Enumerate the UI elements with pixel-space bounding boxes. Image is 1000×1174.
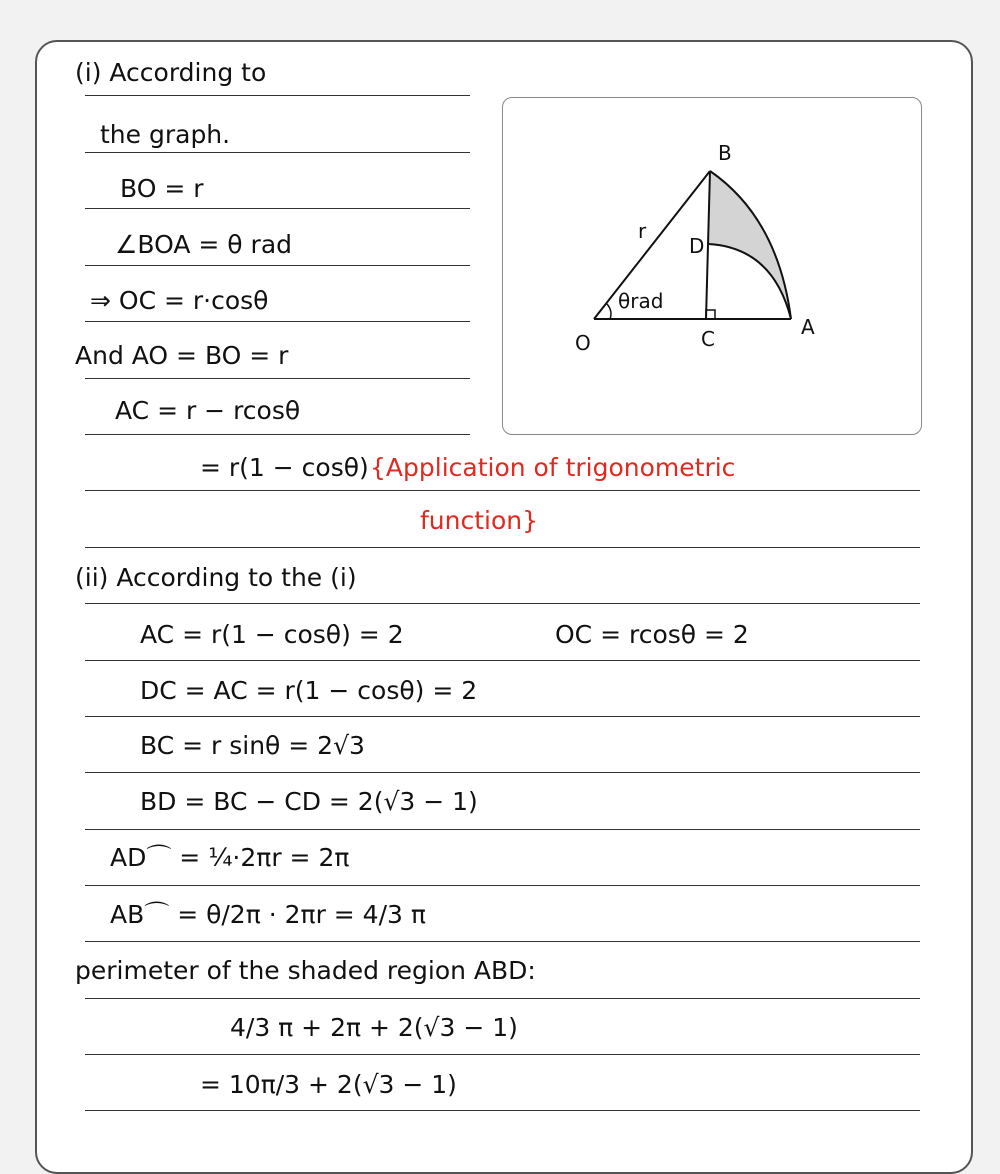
angle-arc	[607, 304, 611, 319]
part2-line: DC = AC = r(1 − cosθ) = 2	[140, 676, 478, 705]
label-b: B	[718, 141, 732, 165]
right-angle-mark	[706, 310, 715, 319]
rule-line	[85, 998, 920, 999]
rule-line	[85, 885, 920, 886]
rule-line	[85, 772, 920, 773]
part1-line: ⇒ OC = r·cosθ	[90, 286, 269, 315]
rule-line	[85, 660, 920, 661]
part1-heading: (i) According to	[75, 58, 267, 87]
part2-line: 4/3 π + 2π + 2(√3 − 1)	[230, 1013, 518, 1042]
rule-line	[85, 95, 470, 96]
label-o: O	[575, 331, 591, 355]
label-r: r	[638, 219, 647, 243]
label-angle: θrad	[618, 289, 664, 313]
rule-line	[85, 603, 920, 604]
part1-line: AC = r − rcosθ	[115, 396, 301, 425]
rule-line	[85, 378, 470, 379]
annotation-note: {Application of trigonometric	[370, 453, 736, 482]
rule-line	[85, 716, 920, 717]
label-a: A	[801, 315, 815, 339]
rule-line	[85, 265, 470, 266]
part2-line: OC = rcosθ = 2	[555, 620, 749, 649]
part1-line: BO = r	[120, 174, 204, 203]
rule-line	[85, 547, 920, 548]
rule-line	[85, 829, 920, 830]
part2-line: AB⌒ = θ/2π · 2πr = 4/3 π	[110, 900, 426, 929]
label-c: C	[701, 327, 715, 351]
part1-line: the graph.	[100, 120, 231, 149]
part2-line: AC = r(1 − cosθ) = 2	[140, 620, 404, 649]
rule-line	[85, 490, 920, 491]
rule-line	[85, 321, 470, 322]
rule-line	[85, 434, 470, 435]
annotation-note: function}	[420, 506, 539, 535]
part1-line: And AO = BO = r	[75, 341, 289, 370]
rule-line	[85, 152, 470, 153]
rule-line	[85, 1110, 920, 1111]
part1-line: = r(1 − cosθ)	[200, 453, 369, 482]
rule-line	[85, 1054, 920, 1055]
part2-heading: (ii) According to the (i)	[75, 563, 357, 592]
label-d: D	[689, 234, 705, 258]
perimeter-label: perimeter of the shaded region ABD:	[75, 956, 536, 985]
rule-line	[85, 208, 470, 209]
part2-line: BD = BC − CD = 2(√3 − 1)	[140, 787, 478, 816]
part1-line: ∠BOA = θ rad	[115, 230, 293, 259]
final-result: = 10π/3 + 2(√3 − 1)	[200, 1070, 457, 1099]
geometry-diagram	[502, 97, 922, 435]
part2-line: BC = r sinθ = 2√3	[140, 731, 365, 760]
rule-line	[85, 941, 920, 942]
part2-line: AD⌒ = ¼·2πr = 2π	[110, 843, 350, 872]
